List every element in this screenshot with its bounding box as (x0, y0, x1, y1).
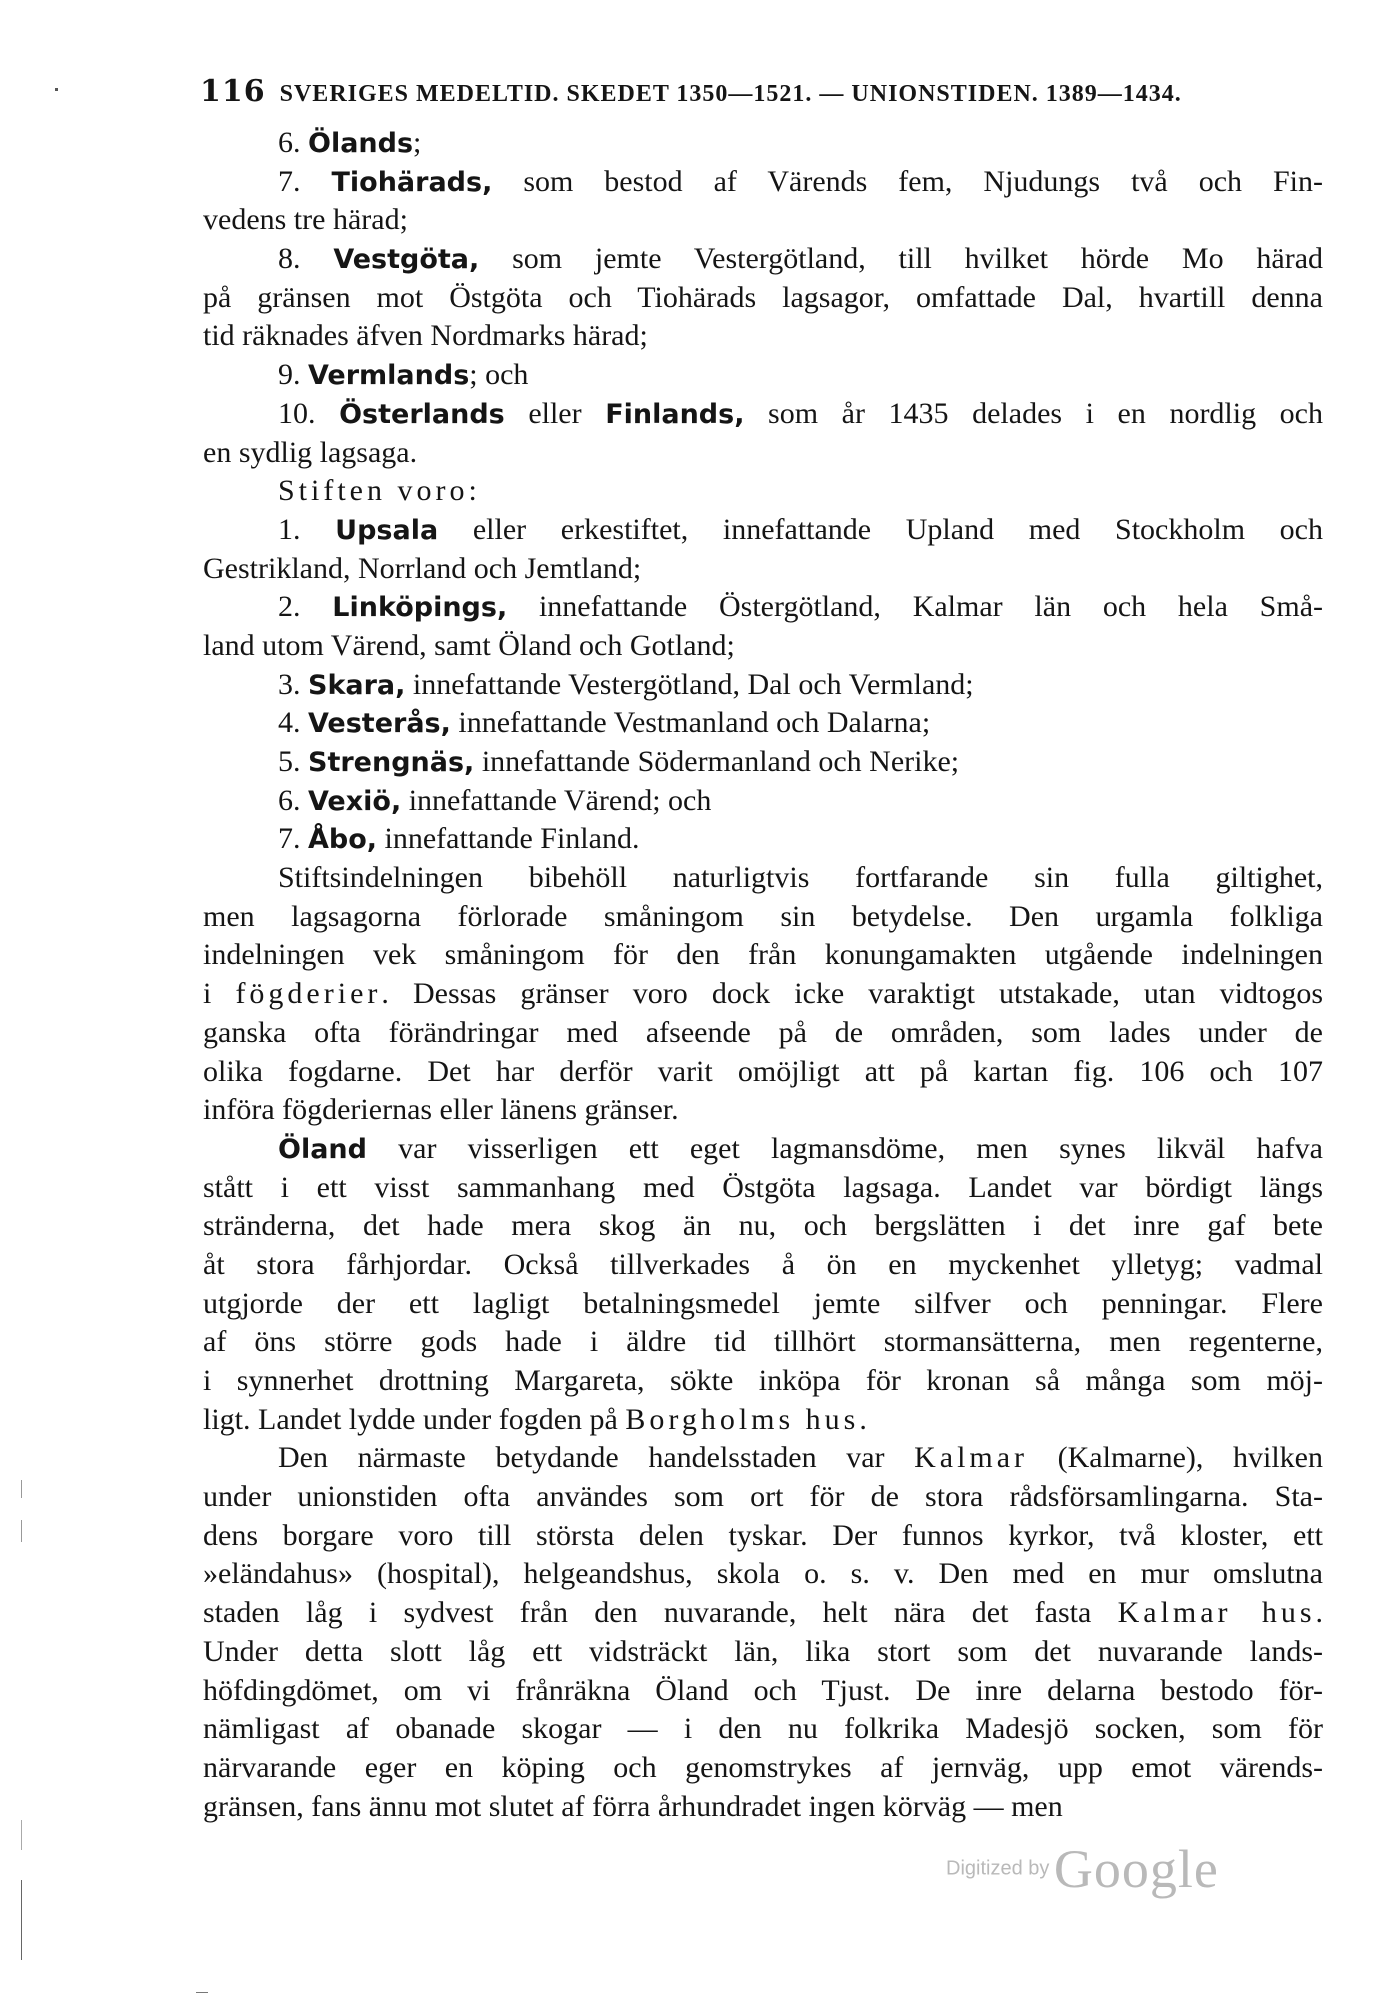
text-line (203, 743, 1323, 782)
text-line (203, 434, 1323, 473)
spaced-term: Borgholms hus (625, 1402, 860, 1436)
page-number: 116 (200, 74, 266, 109)
text-line (203, 936, 1323, 975)
text-line (203, 356, 1323, 395)
text-line (203, 1672, 1323, 1711)
scan-artifact-line (196, 1992, 208, 1993)
text-run: eller (504, 396, 606, 430)
text-run: ganska ofta förändringar med afseende på de områden, som lades under de (203, 1015, 1323, 1049)
text-run: införa fögderiernas eller länens gränser. (203, 1093, 679, 1127)
text-run: nämligast af obanade skogar — i den nu folkrika Madesjö socken, som för (203, 1712, 1323, 1746)
text-run: land utom Värend, samt Öland och Gotland; (203, 628, 735, 662)
text-run: 5. (278, 745, 308, 778)
text-line (203, 820, 1323, 859)
text-run: ; och (469, 358, 529, 392)
text-run: (Kalmarne), hvilken (1028, 1441, 1323, 1475)
text-run: ; (413, 126, 422, 159)
running-title: SVERIGES MEDELTID. SKEDET 1350—1521. — UNIONSTIDEN. 1389—1434. (279, 81, 1182, 107)
text-run: 2. (278, 590, 333, 624)
text-run: af öns större gods hade i äldre tid tillhört stormansätterna, men regenterne, (203, 1325, 1323, 1359)
text-line (203, 201, 1323, 240)
text-run: i (203, 977, 236, 1011)
text-line (203, 1362, 1323, 1401)
text-run: tid räknades äfven Nordmarks härad; (203, 319, 648, 353)
text-line (203, 1401, 1323, 1440)
bold-term: Öland (278, 1133, 367, 1165)
text-run: 4. (278, 706, 308, 740)
text-run: under unionstiden ofta användes som ort för de stora rådsförsamlingarna. Sta- (203, 1480, 1323, 1514)
bold-term: Åbo, (308, 824, 378, 856)
text-line (203, 666, 1323, 705)
text-line (203, 1439, 1323, 1478)
text-run: olika fogdarne. Det har derför varit omöjligt att på kartan fig. 106 och 107 (203, 1054, 1323, 1088)
text-run: innefattande Finland. (377, 822, 640, 856)
text-run: som bestod af Värends fem, Njudungs två och Fin- (492, 164, 1323, 198)
text-run: Stiftsindelningen bibehöll naturligtvis fortfarande sin fulla giltighet, (278, 861, 1323, 895)
text-line (203, 1633, 1323, 1672)
text-line (203, 627, 1323, 666)
text-line (203, 511, 1323, 550)
text-run: i synnerhet drottning Margareta, sökte inköpa för kronan så många som möj- (203, 1364, 1323, 1397)
text-run: 1. (278, 512, 336, 546)
scan-artifact-dot (55, 88, 58, 91)
text-line (203, 1478, 1323, 1517)
bold-term: Linköpings, (332, 592, 508, 624)
watermark-digitized-by: Digitized by (946, 1857, 1050, 1880)
spaced-term: Kalmar hus (1117, 1596, 1316, 1630)
text-run: innefattande Värend; och (401, 783, 712, 817)
text-run: som år 1435 delades i en nordlig och (744, 396, 1323, 430)
text-run: 8. (278, 242, 334, 276)
bold-term: Vexiö, (308, 785, 402, 817)
text-line (203, 163, 1323, 202)
digitized-by-google-watermark (946, 1838, 1219, 1900)
text-line (203, 704, 1323, 743)
spaced-term: Kalmar (914, 1441, 1029, 1475)
text-run: som jemte Vestergötland, till hvilket hörde Mo härad (479, 242, 1324, 276)
scan-artifact-line (21, 1820, 22, 1850)
watermark-google-logo: Google (1053, 1839, 1219, 1899)
text-run: . (859, 1402, 867, 1436)
text-line (203, 317, 1323, 356)
text-run: men lagsagorna förlorade småningom sin betydelse. Den urgamla folkliga (203, 899, 1323, 933)
text-run: »eländahus» (hospital), helgeandshus, skola o. s. v. Den med en mur omslutna (203, 1557, 1323, 1591)
bold-term: Österlands (339, 398, 505, 430)
text-run: innefattande Östergötland, Kalmar län och hela Små- (507, 590, 1323, 624)
spaced-term: fögderier (235, 977, 382, 1011)
body-text (203, 124, 1323, 1826)
text-line (203, 1246, 1323, 1285)
text-line (203, 782, 1323, 821)
text-run: Under detta slott låg ett vidsträckt län, lika stort som det nuvarande lands- (203, 1634, 1323, 1668)
text-line (203, 472, 1323, 511)
bold-term: Strengnäs, (308, 747, 475, 778)
scan-artifact-line (21, 1880, 22, 1960)
text-run: gränsen, fans ännu mot slutet af förra århundradet ingen körväg — men (203, 1789, 1063, 1823)
text-line (203, 1207, 1323, 1246)
text-run: . Dessas gränser voro dock icke varaktigt utstakade, utan vidtogos (381, 977, 1323, 1011)
text-line (203, 588, 1323, 627)
text-line (203, 1749, 1323, 1788)
bold-term: Skara, (308, 669, 406, 701)
bold-term: Finlands, (605, 398, 745, 430)
text-run: indelningen vek småningom för den från konungamakten utgående indelningen (203, 938, 1323, 972)
text-line (203, 240, 1323, 279)
text-run: 7. (278, 822, 308, 856)
text-line (203, 859, 1323, 898)
page-header (200, 72, 1325, 114)
text-run: 6. (278, 783, 308, 817)
text-line (203, 550, 1323, 589)
text-line (203, 1323, 1323, 1362)
bold-term: Ölands (308, 128, 414, 159)
text-run: innefattande Vestergötland, Dal och Vermland; (405, 667, 974, 701)
text-run: åt stora fårhjordar. Också tillverkades å ön en myckenhet ylletyg; vadmal (203, 1247, 1323, 1281)
text-line (203, 1091, 1323, 1130)
text-run: innefattande Vestmanland och Dalarna; (450, 706, 931, 740)
text-run: . (1315, 1596, 1323, 1630)
text-run: 9. (278, 358, 308, 392)
scan-artifact-line (21, 1520, 22, 1542)
bold-term: Vestgöta, (333, 244, 480, 276)
text-line (203, 1788, 1323, 1827)
text-line (203, 1053, 1323, 1092)
text-run: Den närmaste betydande handelsstaden var (278, 1441, 915, 1475)
text-run: Gestrikland, Norrland och Jemtland; (203, 551, 642, 585)
text-run: 3. (278, 667, 308, 701)
text-line (203, 1169, 1323, 1208)
text-run: på gränsen mot Östgöta och Tiohärads lagsagor, omfattade Dal, hvartill denna (203, 280, 1323, 314)
text-line (203, 124, 1323, 163)
text-line (203, 1555, 1323, 1594)
text-run: en sydlig lagsaga. (203, 435, 418, 469)
scan-artifact-line (21, 1480, 22, 1498)
bold-term: Upsala (335, 514, 439, 546)
text-run: höfdingdömet, om vi frånräkna Öland och Tjust. De inre delarna bestodo för- (203, 1673, 1323, 1707)
text-run: ligt. Landet lydde under fogden på (203, 1402, 626, 1436)
text-run: 10. (278, 396, 340, 430)
bold-term: Tiohärads, (331, 166, 493, 198)
bold-term: Vesterås, (308, 708, 451, 740)
text-line (203, 279, 1323, 318)
text-run: vedens tre härad; (203, 203, 408, 237)
text-line (203, 1517, 1323, 1556)
text-run: dens borgare voro till största delen tyskar. Der funnos kyrkor, två kloster, ett (203, 1518, 1323, 1552)
text-line (203, 1130, 1323, 1169)
text-run: 7. (278, 164, 332, 198)
bold-term: Vermlands (308, 360, 470, 392)
text-run: stränderna, det hade mera skog än nu, och bergslätten i det inre gaf bete (203, 1209, 1323, 1243)
text-line (203, 1594, 1323, 1633)
text-run: stått i ett visst sammanhang med Östgöta lagsaga. Landet var bördigt längs (203, 1170, 1323, 1204)
text-line (203, 975, 1323, 1014)
text-run: utgjorde der ett lagligt betalningsmedel jemte silfver och penningar. Flere (203, 1286, 1323, 1320)
text-line (203, 1710, 1323, 1749)
text-run: 6. (278, 126, 308, 159)
text-line (203, 395, 1323, 434)
spaced-term: Stiften voro: (278, 474, 481, 508)
text-line (203, 1285, 1323, 1324)
text-line (203, 898, 1323, 937)
text-run: var visserligen ett eget lagmansdöme, men synes likväl hafva (366, 1131, 1323, 1165)
text-run: staden låg i sydvest från den nuvarande, helt nära det fasta (203, 1596, 1118, 1630)
text-line (203, 1014, 1323, 1053)
text-run: innefattande Södermanland och Nerike; (474, 745, 960, 778)
text-run: eller erkestiftet, innefattande Upland med Stockholm och (438, 512, 1324, 546)
text-run: närvarande eger en köping och genomstrykes af jernväg, upp emot värends- (203, 1750, 1323, 1784)
